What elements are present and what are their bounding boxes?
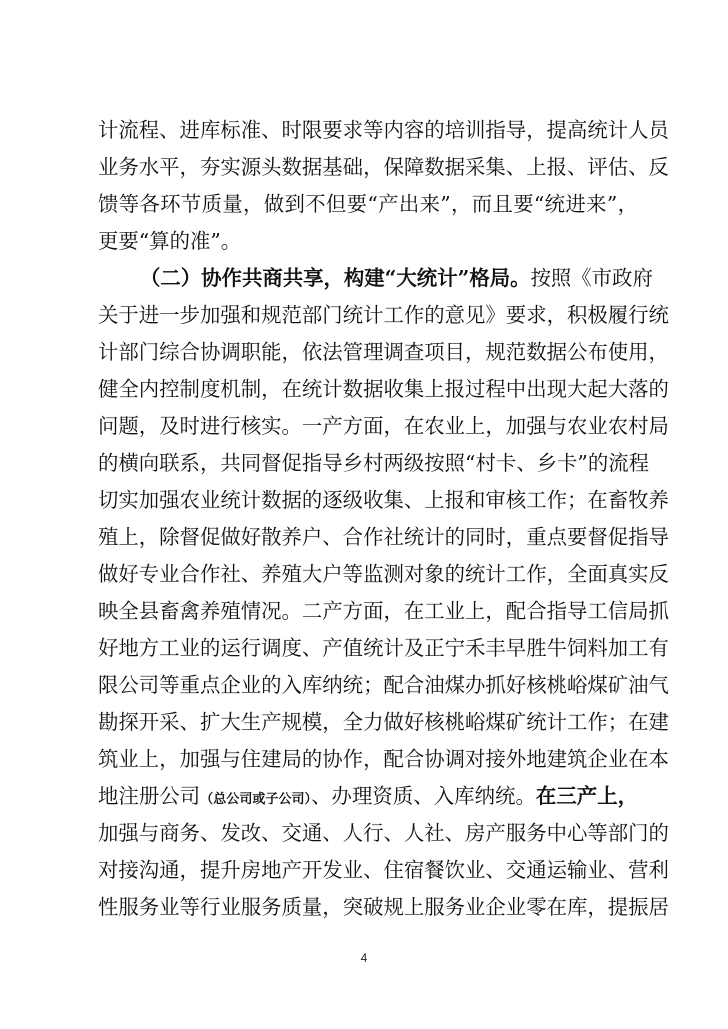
- text-line: 加强与商务、发改、交通、人行、人社、房产服务中心等部门的: [98, 821, 669, 845]
- text-line: 问题，及时进行核实。一产方面，在农业上，加强与农业农村局: [98, 414, 669, 438]
- text-line: 健全内控制度机制，在统计数据收集上报过程中出现大起大落的: [98, 377, 669, 401]
- text-line: 计流程、进库标准、时限要求等内容的培训指导，提高统计人员: [98, 118, 669, 142]
- text-line: 更要“算的准”。: [98, 229, 242, 253]
- text-span: 地注册公司: [98, 784, 201, 808]
- text-line: 性服务业等行业服务质量，突破规上服务业企业零在库，提振居: [98, 895, 669, 919]
- text-line: 限公司等重点企业的入库纳统；配合油煤办抓好核桃峪煤矿油气: [98, 673, 669, 697]
- text-span: 按照《市政府: [530, 266, 653, 290]
- parenthetical-note: （总公司或子公司）: [200, 792, 312, 807]
- text-line: 好地方工业的运行调度、产值统计及正宁禾丰早胜牛饲料加工有: [98, 636, 669, 660]
- text-line: 勘探开采、扩大生产规模，全力做好核桃峪煤矿统计工作；在建: [98, 710, 669, 734]
- text-line: 业务水平，夯实源头数据基础，保障数据采集、上报、评估、反: [98, 155, 669, 179]
- page-number: 4: [360, 951, 368, 965]
- text-line: 切实加强农业统计数据的逐级收集、上报和审核工作；在畜牧养: [98, 488, 669, 512]
- section-heading-line: [140, 263, 653, 293]
- text-line: 殖上，除督促做好散养户、合作社统计的同时，重点要督促指导: [98, 525, 669, 549]
- text-line: 计部门综合协调职能，依法管理调查项目，规范数据公布使用，: [98, 340, 669, 364]
- section-heading: （二）协作共商共享，构建“大统计”格局。: [140, 266, 531, 290]
- text-line: 筑业上，加强与住建局的协作，配合协调对接外地建筑企业在本: [98, 747, 669, 771]
- text-line: 做好专业合作社、养殖大户等监测对象的统计工作，全面真实反: [98, 562, 669, 586]
- text-line: 馈等各环节质量，做到不但要“产出来”，而且要“统进来”，: [98, 192, 638, 216]
- text-line: 关于进一步加强和规范部门统计工作的意见》要求，积极履行统: [98, 303, 669, 327]
- text-line: 对接沟通，提升房地产开发业、住宿餐饮业、交通运输业、营利: [98, 858, 669, 882]
- text-line-mixed: [98, 781, 638, 811]
- text-span: 、办理资质、入库纳统。: [311, 784, 536, 808]
- text-line: 映全县畜禽养殖情况。二产方面，在工业上，配合指导工信局抓: [98, 599, 669, 623]
- bold-phrase: 在三产上，: [535, 784, 639, 808]
- text-line: 的横向联系，共同督促指导乡村两级按照“村卡、乡卡”的流程: [98, 451, 650, 475]
